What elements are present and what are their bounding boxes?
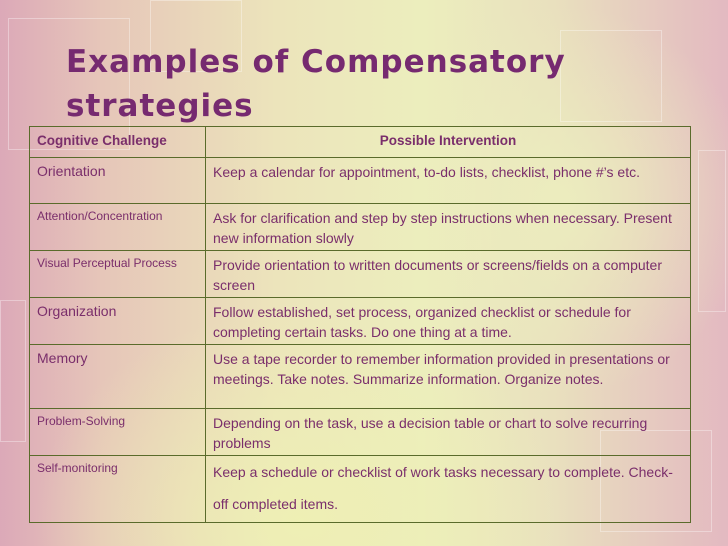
intervention-cell: Keep a calendar for appointment, to-do lists, checklist, phone #’s etc. [206,158,691,204]
intervention-cell: Depending on the task, use a decision table or chart to solve recurring problems [206,409,691,456]
intervention-cell: Follow established, set process, organized checklist or schedule for completing certain tasks. Do one thing at a time. [206,298,691,345]
table-row [30,251,691,298]
background-decoration [698,150,726,312]
challenge-cell: Orientation [30,158,206,204]
table-row [30,298,691,345]
intervention-cell: Use a tape recorder to remember information provided in presentations or meetings. Take notes. Summarize information. Organize notes. [206,345,691,409]
column-header-challenge: Cognitive Challenge [30,127,206,158]
challenge-cell: Visual Perceptual Process [30,251,206,298]
table-row [30,345,691,409]
table-row [30,158,691,204]
challenge-cell: Self-monitoring [30,456,206,523]
challenge-cell: Attention/Concentration [30,204,206,251]
background-decoration [0,300,26,442]
table-row [30,204,691,251]
challenge-cell: Organization [30,298,206,345]
table-header-row [30,127,691,158]
table-row [30,409,691,456]
slide-title: Examples of Compensatory strategies [66,44,566,124]
challenge-cell: Problem-Solving [30,409,206,456]
strategies-table [29,126,691,523]
intervention-cell: Provide orientation to written documents or screens/fields on a computer screen [206,251,691,298]
intervention-cell: Ask for clarification and step by step instructions when necessary. Present new information slowly [206,204,691,251]
column-header-intervention: Possible Intervention [206,127,691,158]
challenge-cell: Memory [30,345,206,409]
table-row [30,456,691,523]
intervention-cell: Keep a schedule or checklist of work tasks necessary to complete. Check-off completed items. [206,456,691,523]
